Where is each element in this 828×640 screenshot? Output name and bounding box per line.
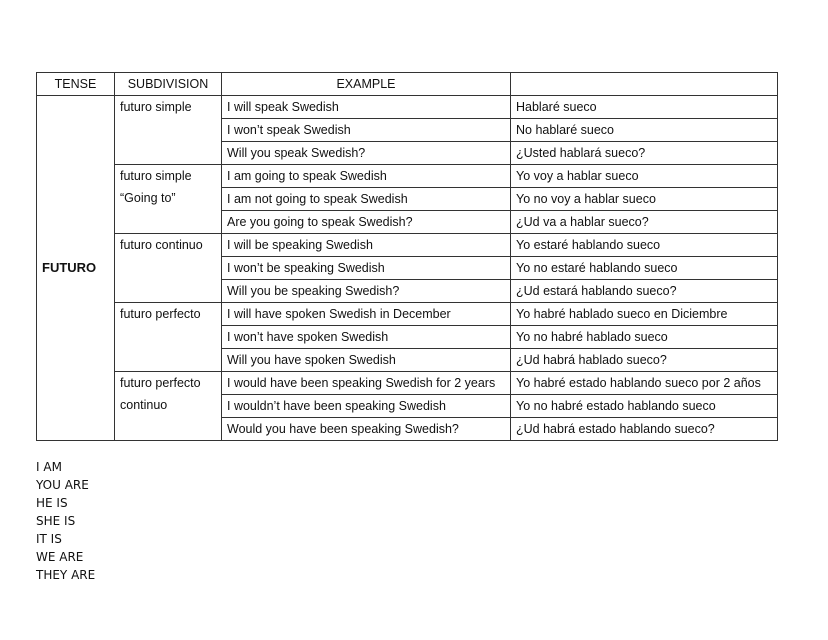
example-cell: I won’t have spoken Swedish: [222, 326, 511, 349]
table-row: [37, 165, 778, 188]
example-cell: Will you have spoken Swedish: [222, 349, 511, 372]
subdivision-cell: [115, 234, 222, 303]
subdivision-label: futuro perfecto: [120, 307, 201, 321]
table-row: [37, 372, 778, 395]
translation-cell: ¿Ud estará hablando sueco?: [511, 280, 778, 303]
translation-cell: ¿Ud habrá estado hablando sueco?: [511, 418, 778, 441]
header-example: EXAMPLE: [222, 73, 511, 96]
translation-cell: Yo habré hablado sueco en Diciembre: [511, 303, 778, 326]
pronoun-item: YOU ARE: [36, 478, 89, 492]
translation-cell: No hablaré sueco: [511, 119, 778, 142]
pronoun-item: I AM: [36, 460, 62, 474]
subdivision-label: futuro simple: [120, 169, 192, 183]
subdivision-cell: [115, 303, 222, 372]
pronoun-item: SHE IS: [36, 514, 76, 528]
subdivision-label: futuro continuo: [120, 238, 203, 252]
translation-cell: Yo no habré hablado sueco: [511, 326, 778, 349]
subdivision-label: futuro perfecto: [120, 376, 201, 390]
translation-cell: Yo no estaré hablando sueco: [511, 257, 778, 280]
pronoun-item: THEY ARE: [36, 568, 96, 582]
header-row: [37, 73, 778, 96]
translation-cell: Yo voy a hablar sueco: [511, 165, 778, 188]
subdivision-cell: [115, 165, 222, 234]
pronoun-item: WE ARE: [36, 550, 84, 564]
subdivision-cell: [115, 372, 222, 441]
example-cell: I will have spoken Swedish in December: [222, 303, 511, 326]
translation-cell: Yo no voy a hablar sueco: [511, 188, 778, 211]
example-cell: I won’t be speaking Swedish: [222, 257, 511, 280]
example-cell: I will be speaking Swedish: [222, 234, 511, 257]
table-row: [37, 96, 778, 119]
example-cell: Will you speak Swedish?: [222, 142, 511, 165]
example-cell: I won’t speak Swedish: [222, 119, 511, 142]
example-cell: Would you have been speaking Swedish?: [222, 418, 511, 441]
example-cell: I am not going to speak Swedish: [222, 188, 511, 211]
pronoun-item: IT IS: [36, 532, 62, 546]
header-translation: [511, 73, 778, 96]
subdivision-label: continuo: [120, 398, 168, 412]
translation-cell: Yo habré estado hablando sueco por 2 años: [511, 372, 778, 395]
translation-cell: Hablaré sueco: [511, 96, 778, 119]
example-cell: Will you be speaking Swedish?: [222, 280, 511, 303]
tense-cell: FUTURO: [37, 96, 115, 441]
example-cell: I wouldn’t have been speaking Swedish: [222, 395, 511, 418]
translation-cell: ¿Ud habrá hablado sueco?: [511, 349, 778, 372]
header-tense: TENSE: [37, 73, 115, 96]
header-subdivision: SUBDIVISION: [115, 73, 222, 96]
translation-cell: Yo estaré hablando sueco: [511, 234, 778, 257]
example-cell: I will speak Swedish: [222, 96, 511, 119]
subdivision-label: “Going to”: [120, 191, 176, 205]
subdivision-label: futuro simple: [120, 100, 192, 114]
translation-cell: ¿Ud va a hablar sueco?: [511, 211, 778, 234]
table-row: [37, 234, 778, 257]
example-cell: Are you going to speak Swedish?: [222, 211, 511, 234]
translation-cell: Yo no habré estado hablando sueco: [511, 395, 778, 418]
subdivision-cell: [115, 96, 222, 165]
future-tense-table: [36, 72, 778, 441]
example-cell: I am going to speak Swedish: [222, 165, 511, 188]
table-row: [37, 303, 778, 326]
translation-cell: ¿Usted hablará sueco?: [511, 142, 778, 165]
example-cell: I would have been speaking Swedish for 2 years: [222, 372, 511, 395]
pronoun-item: HE IS: [36, 496, 68, 510]
pronoun-list: [36, 458, 95, 584]
